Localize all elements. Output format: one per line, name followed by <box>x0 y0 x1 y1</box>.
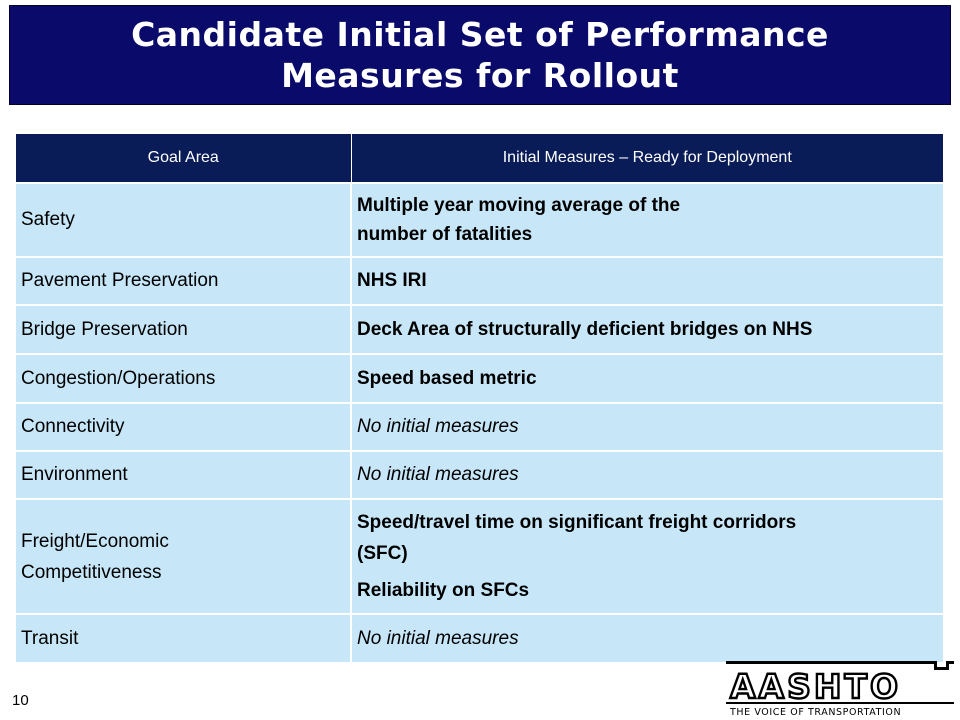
table-row <box>16 451 943 499</box>
measure-cell: NHS IRI <box>351 257 943 305</box>
table-row <box>16 403 943 451</box>
goal-cell: Safety <box>16 183 351 257</box>
svg-text:THE VOICE OF TRANSPORTATION: THE VOICE OF TRANSPORTATION <box>730 707 902 718</box>
aashto-logo <box>720 658 956 718</box>
measure-text: Multiple year moving average of the <box>357 195 681 216</box>
measure-cell <box>351 499 943 614</box>
slide-title-line-2: Measures for Rollout <box>281 56 679 95</box>
table-header-row <box>16 134 943 183</box>
measure-cell: No initial measures <box>351 614 943 662</box>
goal-cell: Pavement Preservation <box>16 257 351 305</box>
measure-cell <box>351 183 943 257</box>
table-row <box>16 614 943 662</box>
table-row <box>16 354 943 403</box>
goal-cell: Environment <box>16 451 351 499</box>
goal-text: Freight/Economic <box>21 530 169 552</box>
svg-text:AASHTO: AASHTO <box>730 667 902 706</box>
measure-text: (SFC) <box>357 543 408 564</box>
measure-cell: No initial measures <box>351 403 943 451</box>
goal-cell: Congestion/Operations <box>16 354 351 403</box>
page-number: 10 <box>12 692 29 709</box>
header-initial-measures: Initial Measures – Ready for Deployment <box>351 134 943 183</box>
measure-text: number of fatalities <box>357 224 533 245</box>
table-row <box>16 305 943 354</box>
measure-text: Reliability on SFCs <box>357 580 530 601</box>
goal-cell: Transit <box>16 614 351 662</box>
table-row <box>16 257 943 305</box>
measure-cell: Deck Area of structurally deficient bridges on NHS <box>351 305 943 354</box>
goal-cell <box>16 499 351 614</box>
measures-table <box>16 134 943 662</box>
measure-cell: No initial measures <box>351 451 943 499</box>
slide-title-banner <box>9 5 951 105</box>
slide-title-line-1: Candidate Initial Set of Performance <box>131 15 829 54</box>
goal-text: Competitiveness <box>21 561 162 583</box>
table-row <box>16 499 943 614</box>
measure-cell: Speed based metric <box>351 354 943 403</box>
goal-cell: Connectivity <box>16 403 351 451</box>
table-row <box>16 183 943 257</box>
measure-text: Speed/travel time on significant freight corridors <box>357 512 797 533</box>
goal-cell: Bridge Preservation <box>16 305 351 354</box>
header-goal-area: Goal Area <box>16 134 351 183</box>
